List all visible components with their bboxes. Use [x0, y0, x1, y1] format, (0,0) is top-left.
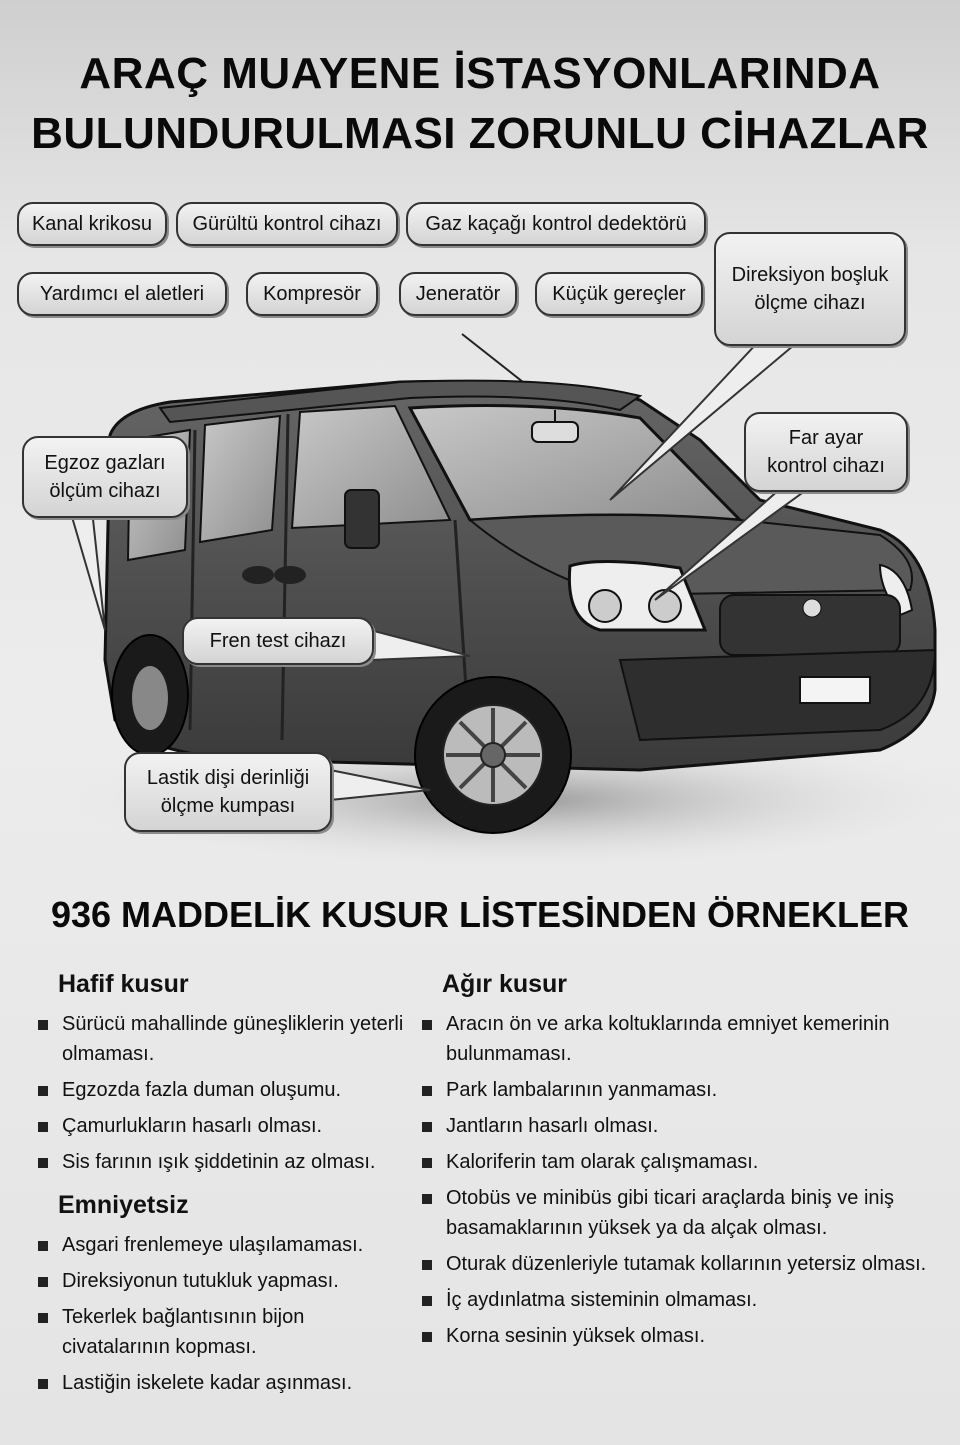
- device-gurultu-kontrol: Gürültü kontrol cihazı: [176, 202, 398, 246]
- callout-brake-line-1: Fren test cihazı: [209, 630, 347, 652]
- callout-tread-line-1: Lastik dişi derinliği: [146, 767, 310, 789]
- device-gaz-kacagi: Gaz kaçağı kontrol dedektörü: [406, 202, 706, 246]
- callout-steering-line-2: ölçme cihazı: [754, 292, 866, 314]
- title-line-1: ARAÇ MUAYENE İSTASYONLARINDA: [79, 49, 881, 98]
- list-item: Direksiyonun tutukluk yapması.: [34, 1266, 404, 1296]
- minor-faults-list: [34, 1009, 404, 1177]
- device-kompresor: Kompresör: [246, 272, 378, 316]
- callout-exhaust-gas: [22, 436, 188, 518]
- device-yardimci-el-aletleri: Yardımcı el aletleri: [17, 272, 227, 316]
- major-faults-column: [418, 970, 934, 1357]
- list-item: Sis farının ışık şiddetinin az olması.: [34, 1147, 404, 1177]
- list-item: Otobüs ve minibüs gibi ticari araçlarda biniş ve iniş basamaklarının yüksek ya da alçak olması.: [418, 1183, 934, 1243]
- callout-exhaust-line-2: ölçüm cihazı: [49, 480, 161, 502]
- callout-headlight-line-2: kontrol cihazı: [767, 455, 885, 477]
- list-item: Sürücü mahallinde güneşliklerin yeterli olmaması.: [34, 1009, 404, 1069]
- list-item: Aracın ön ve arka koltuklarında emniyet kemerinin bulunmaması.: [418, 1009, 934, 1069]
- list-item: Jantların hasarlı olması.: [418, 1111, 934, 1141]
- list-item: Lastiğin iskelete kadar aşınması.: [34, 1368, 404, 1398]
- side-mirror: [345, 490, 379, 548]
- unsafe-faults-heading: Emniyetsiz: [58, 1191, 189, 1219]
- license-plate: [800, 677, 870, 703]
- minor-faults-column: [34, 970, 404, 1404]
- door-handle: [242, 566, 274, 584]
- callout-headlight-line-1: Far ayar: [788, 427, 864, 449]
- title-line-2: BULUNDURULMASI ZORUNLU CİHAZLAR: [31, 109, 929, 158]
- list-item: Park lambalarının yanmaması.: [418, 1075, 934, 1105]
- minor-faults-heading: Hafif kusur: [58, 970, 189, 998]
- major-faults-heading: Ağır kusur: [442, 970, 568, 998]
- callout-headlight-adjuster: [744, 412, 908, 492]
- callout-steering-line-1: Direksiyon boşluk: [731, 264, 889, 286]
- callout-tread-line-2: ölçme kumpası: [160, 795, 296, 817]
- jenerator-pointer: [462, 334, 528, 386]
- list-item: Oturak düzenleriyle tutamak kollarının yetersiz olması.: [418, 1249, 934, 1279]
- device-kucuk-gerecler: Küçük gereçler: [535, 272, 703, 316]
- fault-list-title: 936 MADDELİK KUSUR LİSTESİNDEN ÖRNEKLER: [50, 894, 910, 935]
- main-title: [0, 44, 960, 164]
- list-item: Korna sesinin yüksek olması.: [418, 1321, 934, 1351]
- list-item: Çamurlukların hasarlı olması.: [34, 1111, 404, 1141]
- callout-tread-depth: [124, 752, 332, 832]
- callout-brake-test: [182, 617, 374, 665]
- callout-exhaust-line-1: Egzoz gazları: [44, 452, 166, 474]
- device-kanal-krikosu: Kanal krikosu: [17, 202, 167, 246]
- rearview-mirror: [532, 422, 578, 442]
- callout-steering-gauge: [714, 232, 906, 346]
- exhaust-pointer: [70, 510, 105, 630]
- unsafe-faults-list: [34, 1230, 404, 1398]
- list-item: Asgari frenlemeye ulaşılamaması.: [34, 1230, 404, 1260]
- device-jenerator: Jeneratör: [399, 272, 517, 316]
- list-item: Egzozda fazla duman oluşumu.: [34, 1075, 404, 1105]
- brand-logo: [803, 599, 821, 617]
- list-item: İç aydınlatma sisteminin olmaması.: [418, 1285, 934, 1315]
- side-window-middle: [200, 416, 280, 542]
- front-bumper: [620, 650, 935, 740]
- list-item: Kaloriferin tam olarak çalışmaması.: [418, 1147, 934, 1177]
- major-faults-list: [418, 1009, 934, 1351]
- list-item: Tekerlek bağlantısının bijon civatalarının kopması.: [34, 1302, 404, 1362]
